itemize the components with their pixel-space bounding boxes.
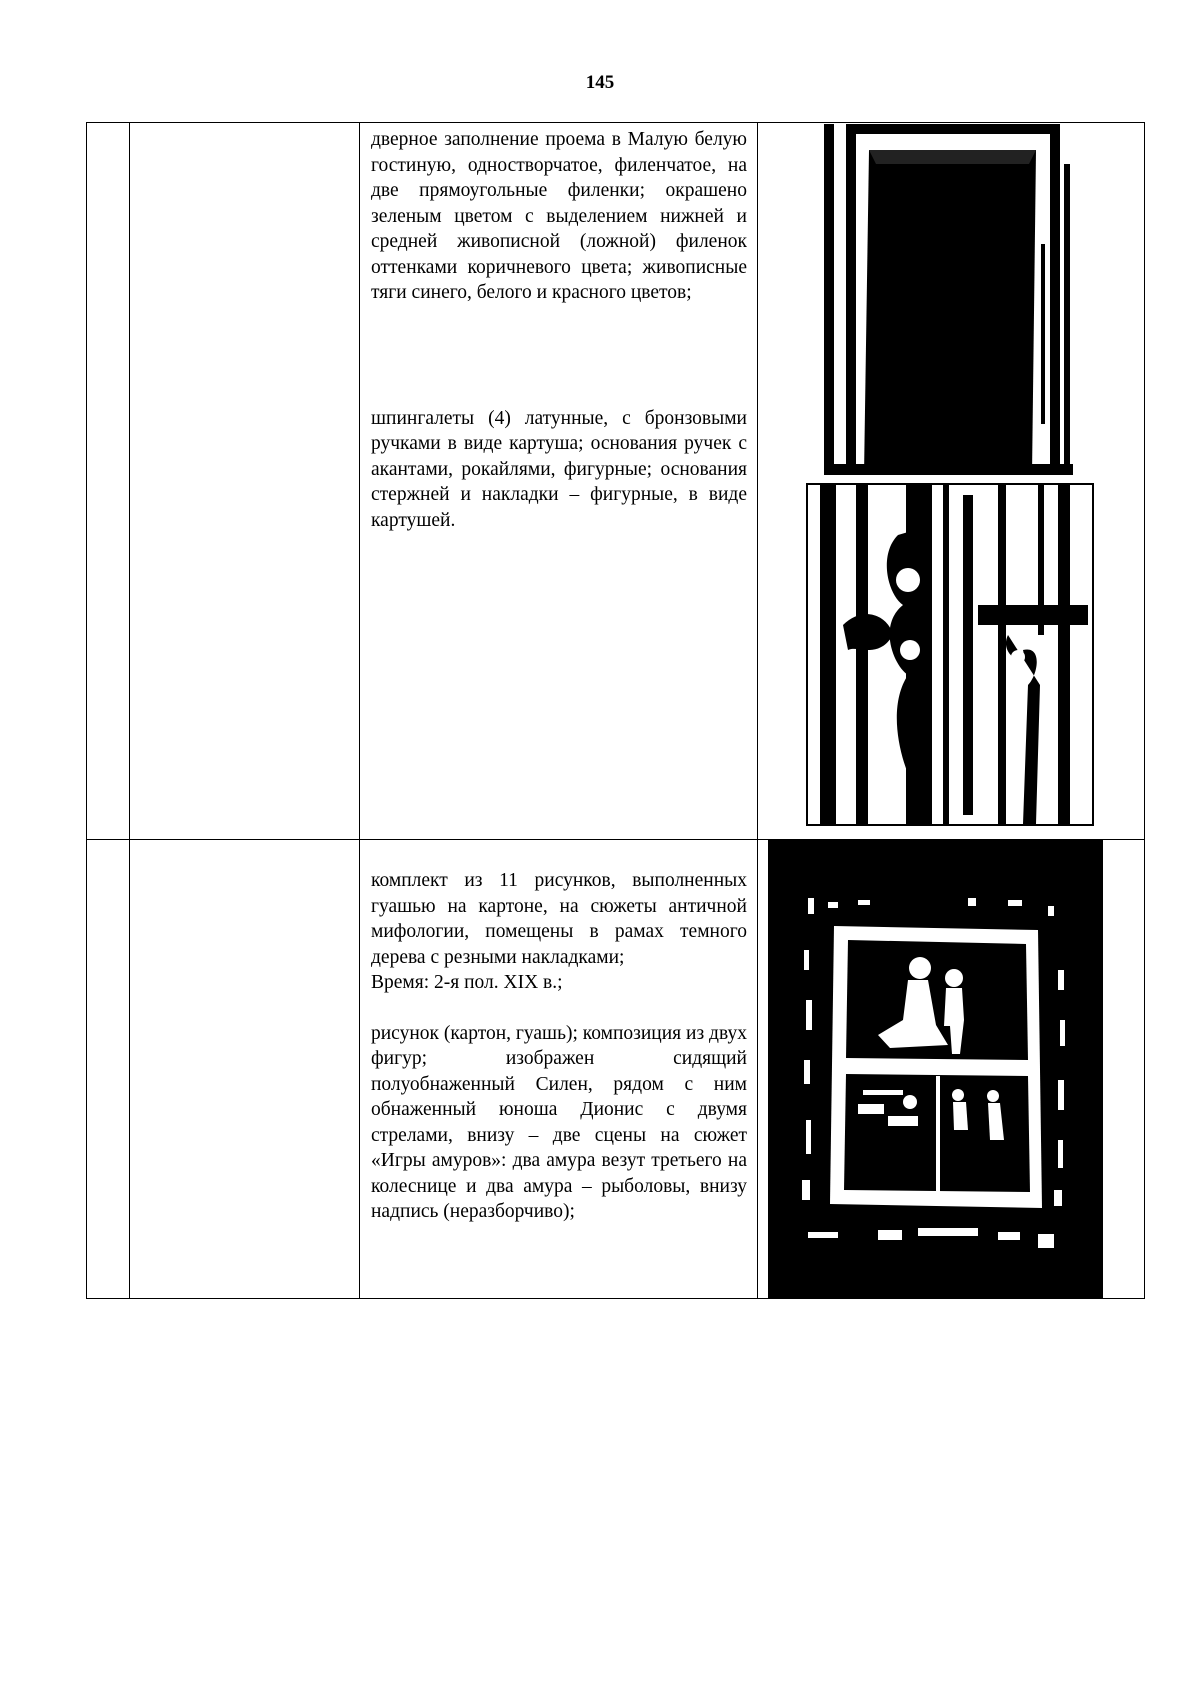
photo-cell xyxy=(758,840,1145,1299)
description-cell xyxy=(360,123,758,840)
inventory-table xyxy=(86,122,1145,1299)
description-paragraph: рисунок (картон, гуашь); композиция из двух фигур; изображен сидящий полуобнаженный Силен, рядом с ним обнаженный юноша Дионис с двумя стрелами, внизу – две сцены на сюжет «Игры амуров»: два амура везут третьего на колеснице и два амура – рыболовы, внизу надпись (неразборчиво); xyxy=(371,1022,747,1222)
table-row xyxy=(87,840,1145,1299)
framed-gouache-photo xyxy=(768,840,1103,1298)
index-cell xyxy=(87,840,130,1299)
description-paragraph: комплект из 11 рисунков, выполненных гуашью на картоне, на сюжеты античной мифологии, помещены в рамах темного дерева с резными накладками; xyxy=(371,870,747,968)
espagnolette-photo xyxy=(806,483,1094,826)
description-paragraph: Время: 2-я пол. XIX в.; xyxy=(371,972,563,993)
table-row xyxy=(87,123,1145,840)
name-cell xyxy=(130,840,360,1299)
description-paragraph: дверное заполнение проема в Малую белую гостиную, одностворчатое, филенчатое, на две прямоугольные филенки; окрашено зеленым цветом с выделением нижней и средней живописной (ложной) филенок оттенками коричневого цвета; живописные тяги синего, белого и красного цветов; xyxy=(371,129,747,303)
index-cell xyxy=(87,123,130,840)
description-cell xyxy=(360,840,758,1299)
name-cell xyxy=(130,123,360,840)
photo-cell xyxy=(758,123,1145,840)
page-number: 145 xyxy=(585,72,615,93)
description-paragraph: шпингалеты (4) латунные, с бронзовыми ручками в виде картуша; основания ручек с акантами, рокайлями, фигурные; основания стержней и накладки – фигурные, в виде картушей. xyxy=(371,407,747,531)
door-opening-photo xyxy=(824,124,1073,475)
